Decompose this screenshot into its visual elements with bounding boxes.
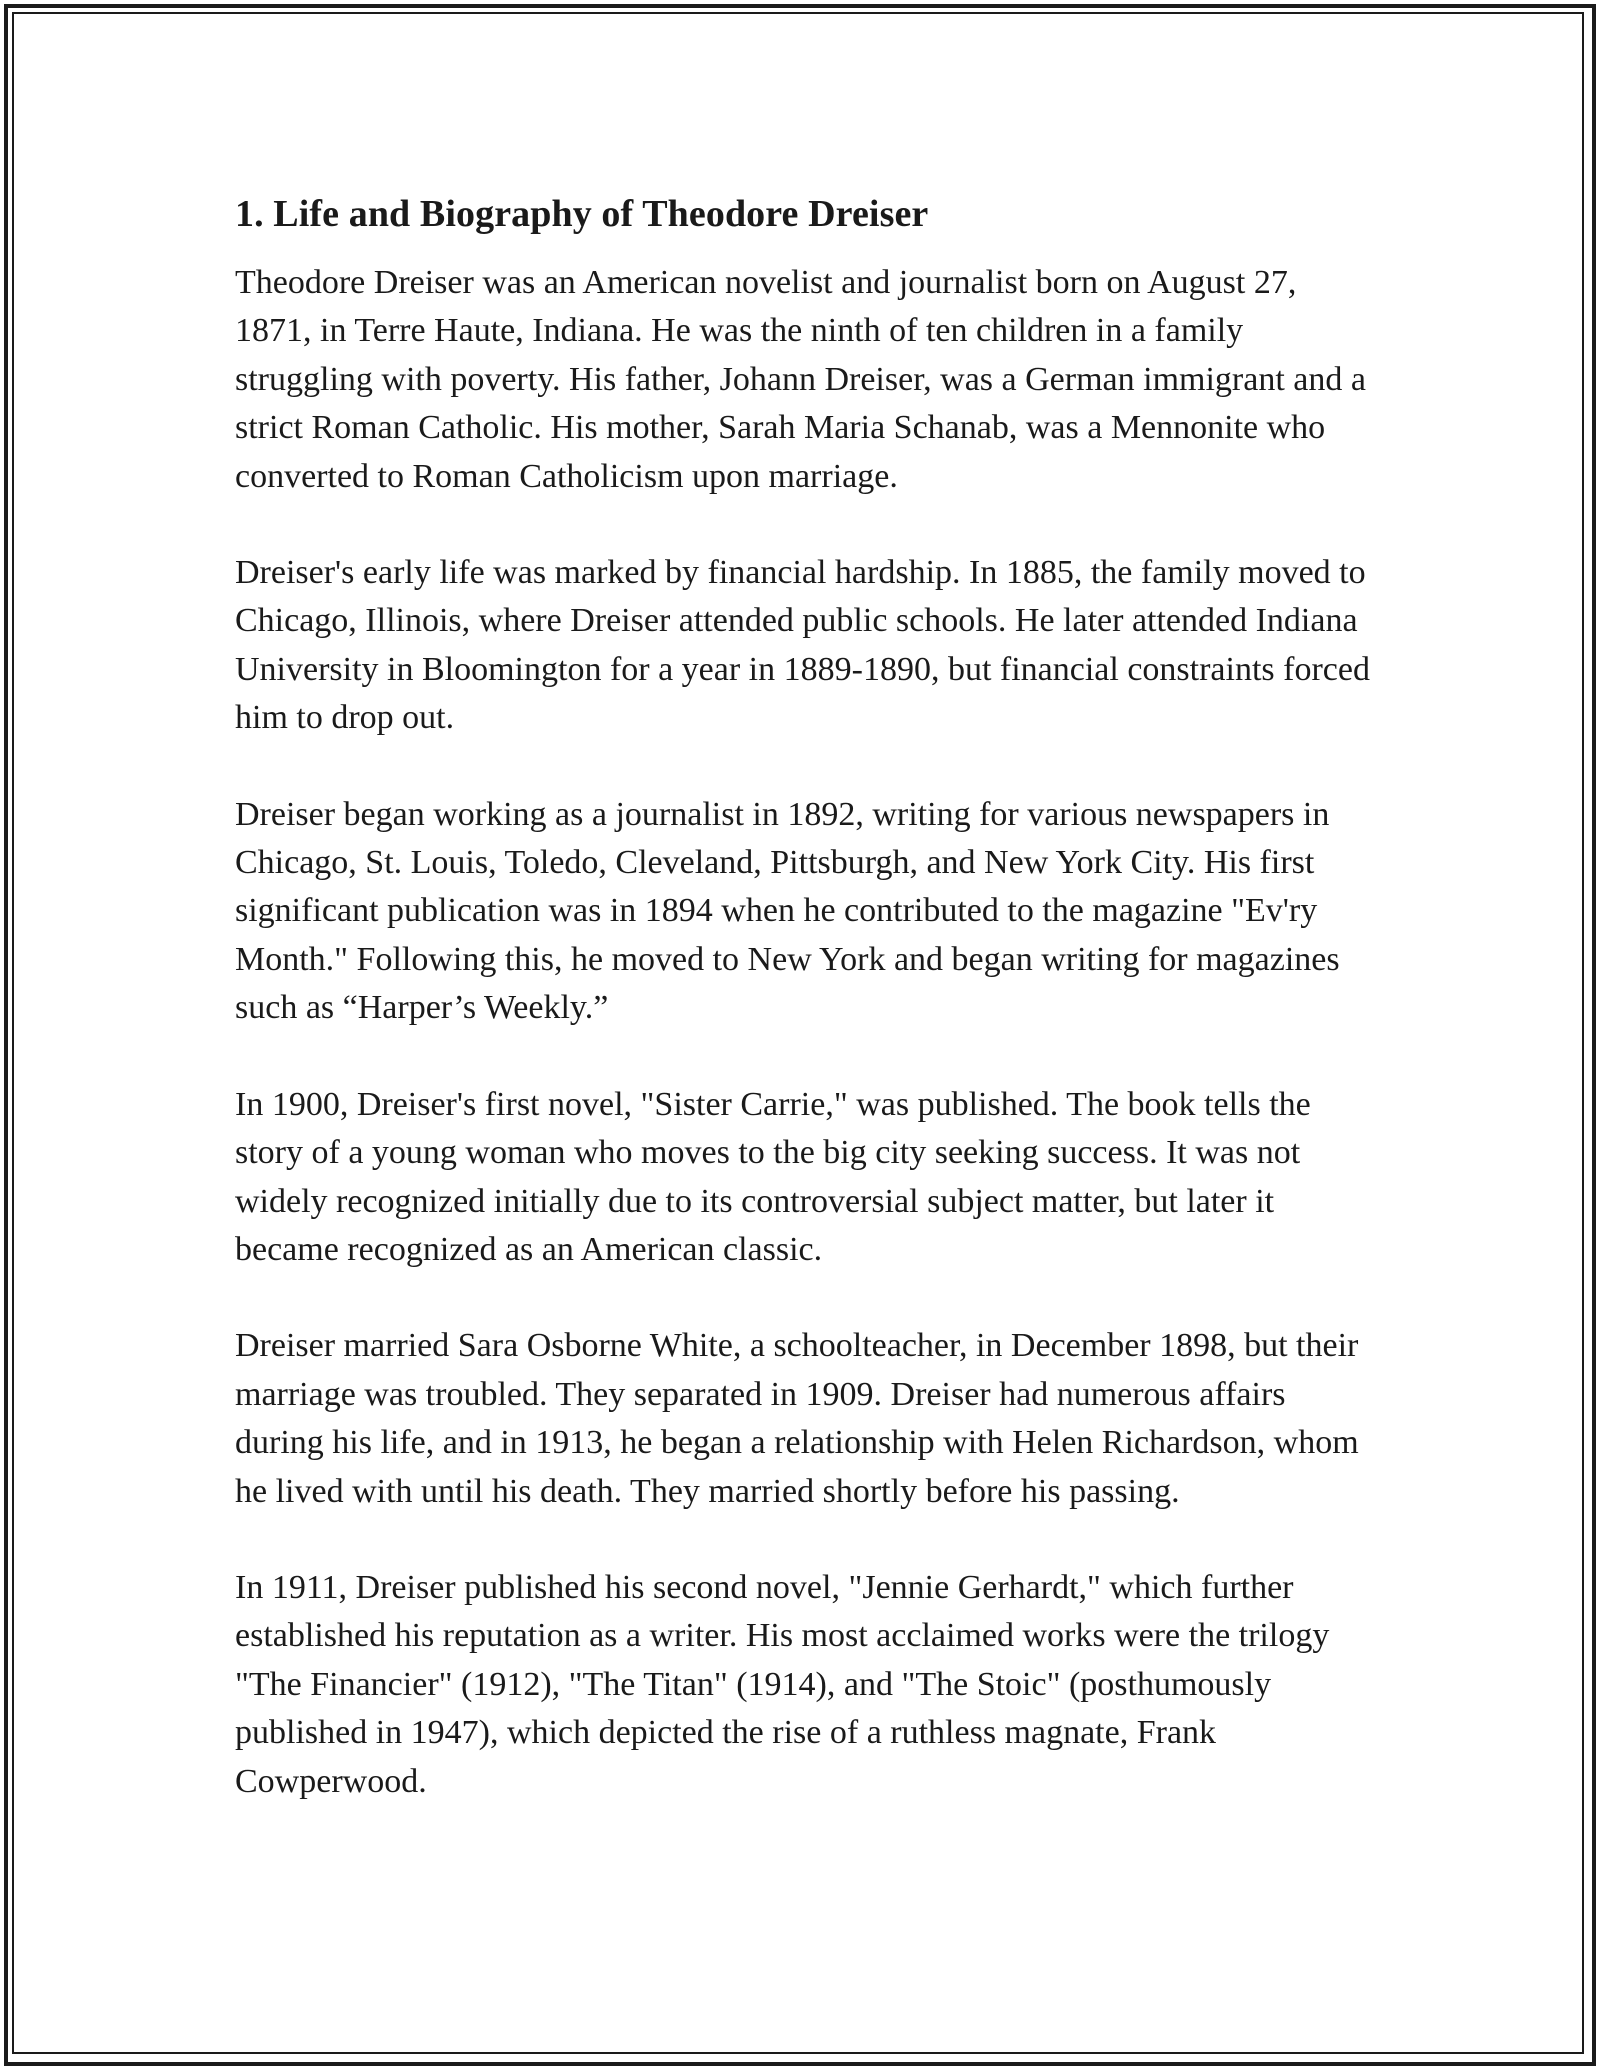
paragraph-marriage: Dreiser married Sara Osborne White, a schoolteacher, in December 1898, but their marriage was troubled. They separated in 1909. Dreiser had numerous affairs during his life, and in 1913, he began a relationship with Helen Richardson, whom he lived with until his death. They married shortly before his passing. [235,1327,1359,1510]
paragraph-later-works: In 1911, Dreiser published his second novel, "Jennie Gerhardt," which further established his reputation as a writer. His most acclaimed works were the trilogy "The Financier" (1912), "The Titan" (1914), and "The Stoic" (posthumously published in 1947), which depicted the rise of a ruthless magnate, Frank Cowperwood. [235,1568,1330,1800]
section-heading: 1. Life and Biography of Theodore Dreiser [235,193,929,235]
paragraph-journalism: Dreiser began working as a journalist in 1892, writing for various newspapers in Chicago, St. Louis, Toledo, Cleveland, Pittsburgh, and New York City. His first significant publication was in 1894 when he contributed to the magazine "Ev'ry Month." Following this, he moved to New York and began writing for magazines such as “Harper’s Weekly.” [235,795,1340,1027]
paragraph-sister-carrie: In 1900, Dreiser's first novel, "Sister Carrie," was published. The book tells the story of a young woman who moves to the big city seeking success. It was not widely recognized initially due to its controversial subject matter, but later it became recognized as an American classic. [235,1085,1311,1268]
document-body [235,185,1375,1854]
paragraph-early-life: Theodore Dreiser was an American novelist and journalist born on August 27, 1871, in Terre Haute, Indiana. He was the ninth of ten children in a family struggling with poverty. His father, Johann Dreiser, was a German immigrant and a strict Roman Catholic. His mother, Sarah Maria Schanab, was a Mennonite who converted to Roman Catholicism upon marriage. [235,264,1366,495]
paragraph-education: Dreiser's early life was marked by financial hardship. In 1885, the family moved to Chicago, Illinois, where Dreiser attended public schools. He later attended Indiana University in Bloomington for a year in 1889-1890, but financial constraints forced him to drop out. [235,554,1370,737]
